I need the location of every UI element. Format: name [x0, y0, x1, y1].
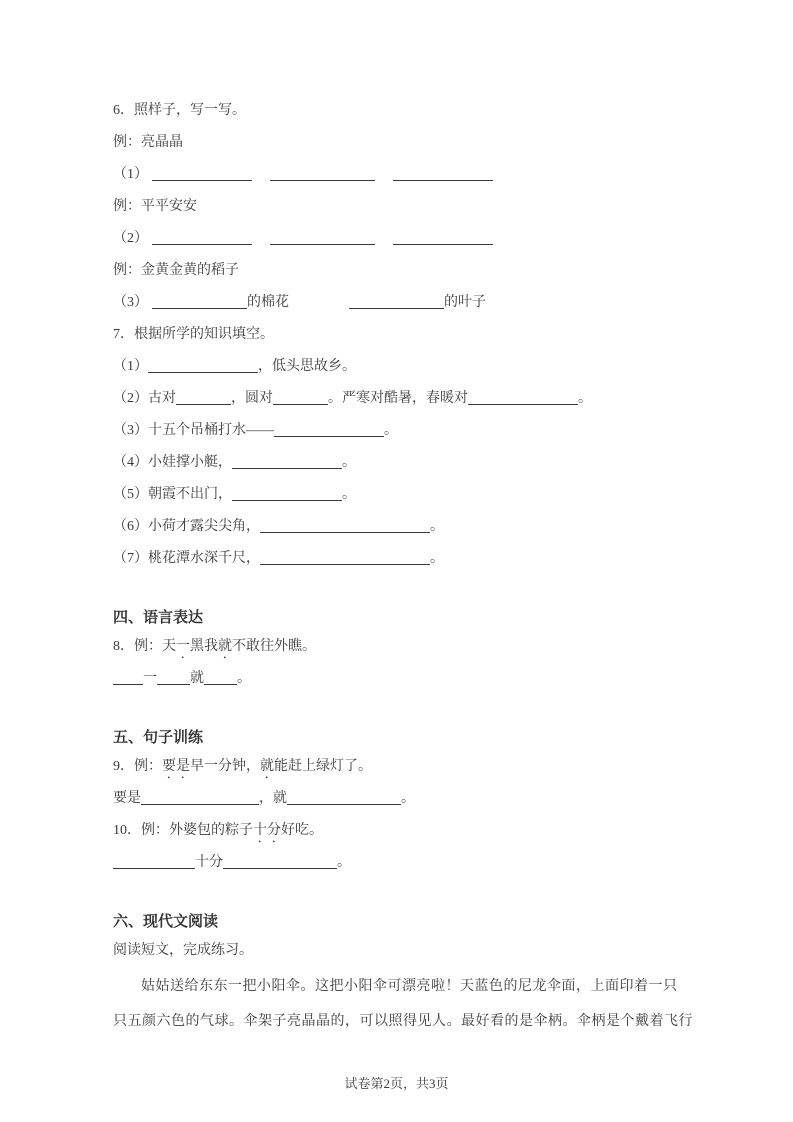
- blank-line: [176, 394, 231, 405]
- q7-item-3-text: 。: [384, 423, 398, 438]
- blank-line: [468, 394, 578, 405]
- q7-item-2-text: （2）古对: [113, 391, 176, 406]
- q9-answer-text: 。: [401, 791, 415, 806]
- q8-answer: [113, 663, 675, 695]
- blank-line: [141, 794, 259, 805]
- question-6-title: 6．照样子，写一写。: [113, 103, 246, 118]
- q10-example: [113, 815, 675, 847]
- q7-item-6-text: 。: [430, 519, 444, 534]
- q7-item-2-text: 。: [578, 391, 592, 406]
- q7-item-4-text: （4）小娃撑小艇，: [113, 455, 232, 470]
- page-footer: 试卷第2页，共3页: [344, 1076, 449, 1091]
- q8-example-text: 8．例：天: [113, 639, 176, 654]
- blank-line: [204, 674, 237, 685]
- question-7-title: 7．根据所学的知识填空。: [113, 327, 274, 342]
- q7-item-2: [113, 383, 675, 415]
- q9-example-text: 9．例：: [113, 759, 162, 774]
- q6-item-2-label: （2）: [113, 231, 148, 246]
- q8-answer-text: 。: [237, 671, 251, 686]
- q9-example-text: 能赶上绿灯了。: [274, 759, 372, 774]
- blank-line: [274, 426, 384, 437]
- q8-answer-text: 就: [190, 671, 204, 686]
- q7-item-5-text: 。: [342, 487, 356, 502]
- blank-line: [157, 674, 190, 685]
- blank-line: [287, 794, 401, 805]
- q7-item-2-text: ，圆对: [231, 391, 273, 406]
- passage-line-1: 姑姑送给东东一把小阳伞。这把小阳伞可漂亮啦！天蓝色的尼龙伞面，上面印着一只: [141, 979, 678, 994]
- q7-item-7: [113, 543, 675, 575]
- q7-item-3-text: （3）十五个吊桶打水——: [113, 423, 274, 438]
- q10-emphasized-chars: 十分: [253, 823, 281, 838]
- q8-example: [113, 631, 675, 663]
- q7-item-4-text: 。: [342, 455, 356, 470]
- q6-item-3-label: （3）: [113, 295, 148, 310]
- q9-emphasized-char: 就: [260, 759, 274, 774]
- q7-item-5-text: （5）朝霞不出门，: [113, 487, 232, 502]
- q6-item-1: [113, 159, 675, 191]
- blank-line: [113, 858, 195, 869]
- q10-answer-text: 。: [337, 855, 351, 870]
- blank-line: [113, 674, 143, 685]
- q10-example-text: 10．例：外婆包的粽子: [113, 823, 253, 838]
- q8-example-text: 不敢往外瞧。: [232, 639, 316, 654]
- q7-item-1: [113, 351, 675, 383]
- passage-line-2: 只五颜六色的气球。伞架子亮晶晶的，可以照得见人。最好看的是伞柄。伞柄是个戴着飞行: [113, 1014, 693, 1029]
- blank-line: [232, 490, 342, 501]
- q7-item-6-text: （6）小荷才露尖尖角，: [113, 519, 260, 534]
- q6-item-1-label: （1）: [113, 167, 148, 182]
- reading-instruction: 阅读短文，完成练习。: [113, 943, 253, 958]
- blank-line: [270, 234, 375, 245]
- q7-item-7-text: 。: [430, 551, 444, 566]
- q9-answer-text: 要是: [113, 791, 141, 806]
- blank-line: [260, 522, 430, 533]
- blank-line: [393, 234, 493, 245]
- blank-line: [148, 362, 258, 373]
- section-4-heading: 四、语言表达: [113, 610, 204, 626]
- blank-line: [152, 234, 252, 245]
- blank-line: [393, 170, 493, 181]
- q6-example-3: 例：金黄金黄的稻子: [113, 263, 239, 278]
- q8-emphasized-char: 一: [176, 639, 190, 654]
- q7-item-2-text: 。严寒对酷暑，春暖对: [328, 391, 468, 406]
- q9-example: [113, 751, 675, 783]
- q10-example-text: 好吃。: [281, 823, 323, 838]
- blank-line: [270, 170, 375, 181]
- q6-item-3: [113, 287, 675, 319]
- q7-item-4: [113, 447, 675, 479]
- q8-emphasized-char: 就: [218, 639, 232, 654]
- q7-item-1-text: ，低头思故乡。: [258, 359, 356, 374]
- blank-line: [349, 298, 444, 309]
- q8-example-text: 黑我: [190, 639, 218, 654]
- blank-line: [260, 554, 430, 565]
- blank-line: [223, 858, 337, 869]
- q10-answer: [113, 847, 675, 879]
- blank-line: [273, 394, 328, 405]
- blank-line: [152, 170, 252, 181]
- q9-emphasized-chars: 要是: [162, 759, 190, 774]
- reading-passage: [113, 969, 693, 1039]
- q9-answer-text: ，就: [259, 791, 287, 806]
- blank-line: [152, 298, 247, 309]
- q6-item-3-text-1: 的棉花: [247, 295, 289, 310]
- q6-item-2: [113, 223, 675, 255]
- q6-item-3-text-2: 的叶子: [444, 295, 486, 310]
- q7-item-6: [113, 511, 675, 543]
- q6-example-2: 例：平平安安: [113, 199, 197, 214]
- q6-example-1: 例：亮晶晶: [113, 135, 183, 150]
- blank-line: [232, 458, 342, 469]
- q10-answer-text: 十分: [195, 855, 223, 870]
- q9-example-text: 早一分钟，: [190, 759, 260, 774]
- q8-answer-text: 一: [143, 671, 157, 686]
- q7-item-3: [113, 415, 675, 447]
- section-5-heading: 五、句子训练: [113, 730, 204, 746]
- section-6-heading: 六、现代文阅读: [113, 914, 219, 930]
- q7-item-5: [113, 479, 675, 511]
- q7-item-7-text: （7）桃花潭水深千尺，: [113, 551, 260, 566]
- q9-answer: [113, 783, 675, 815]
- q7-item-1-text: （1）: [113, 359, 148, 374]
